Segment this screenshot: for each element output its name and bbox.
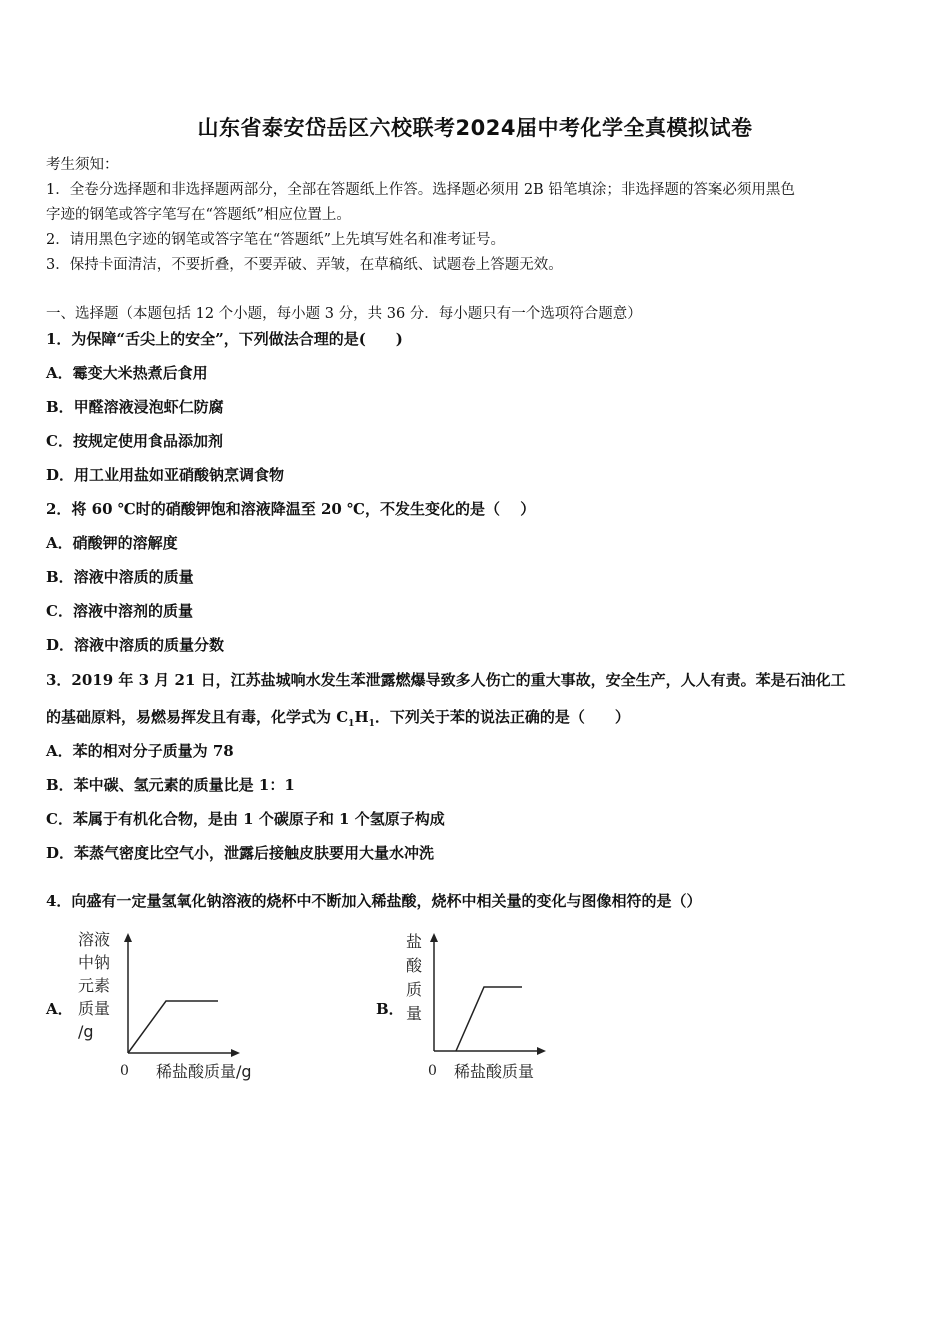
graph-a-ylabel-5: /g [78,1022,94,1041]
notice-heading: 考生须知： [46,157,119,173]
graph-a-ylabel-1: 溶液 [78,930,111,949]
graph-b-y-arrow [430,933,438,942]
graph-b-svg [400,925,600,1085]
question-4-stem: 4．向盛有一定量氢氧化钠溶液的烧杯中不断加入稀盐酸，烧杯中相关量的变化与图像相符的是（） [46,892,702,910]
graph-b-curve [456,987,522,1051]
question-1-option-d: D．用工业用盐如亚硝酸钠烹调食物 [46,466,285,484]
graph-a-ylabel-4: 质量 [78,999,111,1018]
graph-b-ylabel-1: 盐 [406,932,423,951]
question-3-option-a: A．苯的相对分子质量为 78 [46,742,234,760]
graph-a-ylabel-2: 中钠 [78,953,111,972]
graph-a-origin: 0 [120,1063,129,1079]
question-1-option-c: C．按规定使用食品添加剂 [46,432,223,450]
question-2-option-a: A．硝酸钾的溶解度 [46,534,178,552]
question-2-stem: 2．将 60 ℃时的硝酸钾饱和溶液降温至 20 ℃，不发生变化的是（ ） [46,500,536,518]
question-4-option-a-label: A． [46,1000,73,1018]
graph-b [400,925,600,1085]
graph-a-curve [128,1001,218,1053]
question-1-option-a: A．霉变大米热煮后食用 [46,364,208,382]
section-heading: 一、选择题（本题包括 12 个小题，每小题 3 分，共 36 分．每小题只有一个选项符合题意） [46,306,642,322]
question-2-option-b: B．溶液中溶质的质量 [46,568,194,586]
graph-b-ylabel-2: 酸 [406,956,423,975]
question-3-stem-line-1: 3．2019 年 3 月 21 日，江苏盐城响水发生苯泄露燃爆导致多人伤亡的重大事故，安全生产，人人有责。苯是石油化工 [46,671,846,689]
question-2-option-d: D．溶液中溶质的质量分数 [46,636,225,654]
graph-a-svg [70,925,270,1085]
question-3-option-b: B．苯中碳、氢元素的质量比是 1：1 [46,776,295,794]
question-3-stem-line-2: 的基础原料，易燃易挥发且有毒，化学式为 $C_1H_1$．下列关于苯的说法正确的是（ ） [46,708,630,729]
graph-a-y-arrow [124,933,132,942]
question-2-option-c: C．溶液中溶剂的质量 [46,602,193,620]
graph-b-ylabel-3: 质 [406,980,423,999]
graph-b-x-arrow [537,1047,546,1055]
notice-item-2: 2．请用黑色字迹的钢笔或答字笔在“答题纸”上先填写姓名和准考证号。 [46,232,506,248]
question-1-stem: 1．为保障“舌尖上的安全”，下列做法合理的是( ) [46,330,403,348]
notice-item-1-line-1: 1．全卷分选择题和非选择题两部分，全部在答题纸上作答。选择题必须用 2B 铅笔填涂；非选择题的答案必须用黑色 [46,182,795,198]
page-title: 山东省泰安岱岳区六校联考2024届中考化学全真模拟试卷 [197,116,753,140]
notice-item-3: 3．保持卡面清洁，不要折叠，不要弄破、弄皱，在草稿纸、试题卷上答题无效。 [46,257,563,273]
notice-item-1-line-2: 字迹的钢笔或答字笔写在“答题纸”相应位置上。 [46,207,351,223]
question-3-option-d: D．苯蒸气密度比空气小，泄露后接触皮肤要用大量水冲洗 [46,844,435,862]
question-4-option-b-label: B． [376,1000,404,1018]
graph-b-origin: 0 [428,1063,437,1079]
graph-b-ylabel-4: 量 [406,1004,423,1023]
graph-a-xlabel: 稀盐酸质量/g [156,1062,252,1081]
question-3-option-c: C．苯属于有机化合物，是由 1 个碳原子和 1 个氢原子构成 [46,810,445,828]
graph-a-ylabel-3: 元素 [78,976,111,995]
graph-a [70,925,270,1085]
graph-a-x-arrow [231,1049,240,1057]
graph-b-xlabel: 稀盐酸质量 [454,1062,535,1081]
question-1-option-b: B．甲醛溶液浸泡虾仁防腐 [46,398,224,416]
